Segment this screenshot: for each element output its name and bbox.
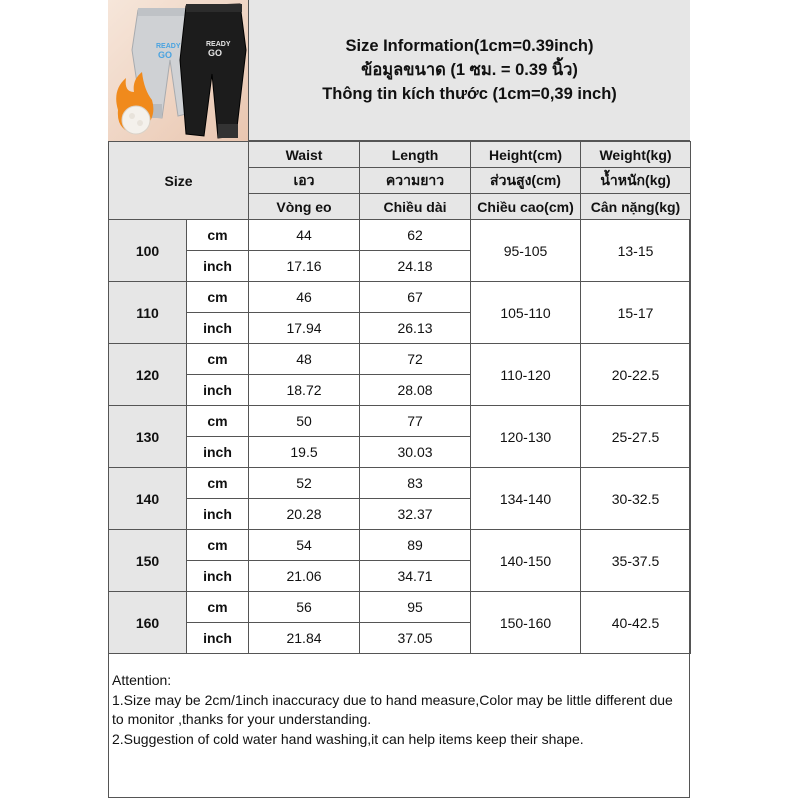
- attention-line-1: 1.Size may be 2cm/1inch inaccuracy due to hand measure,Color may be little different due to monitor ,thanks for your understanding.: [112, 691, 673, 727]
- waist-inch: 17.16: [249, 251, 360, 282]
- weight-range: 35-37.5: [581, 530, 691, 592]
- unit-inch: inch: [187, 561, 249, 592]
- height-range: 105-110: [471, 282, 581, 344]
- length-inch: 30.03: [360, 437, 471, 468]
- header-length-vi: Chiều dài: [360, 194, 471, 220]
- height-range: 110-120: [471, 344, 581, 406]
- table-row: [109, 530, 691, 561]
- size-column-header: Size: [109, 142, 249, 220]
- unit-cm: cm: [187, 282, 249, 313]
- waist-inch: 18.72: [249, 375, 360, 406]
- grey-pants-print-2: GO: [158, 50, 173, 60]
- size-label: 110: [109, 282, 187, 344]
- size-info-header: [248, 0, 690, 141]
- length-inch: 26.13: [360, 313, 471, 344]
- waist-cm: 46: [249, 282, 360, 313]
- height-range: 140-150: [471, 530, 581, 592]
- length-cm: 62: [360, 220, 471, 251]
- title-english: Size Information(1cm=0.39inch): [345, 37, 594, 55]
- unit-inch: inch: [187, 437, 249, 468]
- header-height-en: Height(cm): [471, 142, 581, 168]
- attention-line-2: 2.Suggestion of cold water hand washing,it can help items keep their shape.: [112, 730, 584, 747]
- waist-cm: 54: [249, 530, 360, 561]
- black-pants-print-1: READY: [206, 41, 231, 48]
- weight-range: 40-42.5: [581, 592, 691, 654]
- unit-cm: cm: [187, 530, 249, 561]
- waist-cm: 52: [249, 468, 360, 499]
- length-inch: 34.71: [360, 561, 471, 592]
- length-cm: 83: [360, 468, 471, 499]
- header-length-en: Length: [360, 142, 471, 168]
- header-waist-th: เอว: [249, 168, 360, 194]
- length-cm: 89: [360, 530, 471, 561]
- length-inch: 37.05: [360, 623, 471, 654]
- unit-cm: cm: [187, 468, 249, 499]
- black-pants-print-2: GO: [208, 48, 223, 58]
- length-cm: 77: [360, 406, 471, 437]
- length-cm: 95: [360, 592, 471, 623]
- table-row: [109, 468, 691, 499]
- unit-inch: inch: [187, 375, 249, 406]
- unit-inch: inch: [187, 251, 249, 282]
- length-inch: 32.37: [360, 499, 471, 530]
- header-waist-en: Waist: [249, 142, 360, 168]
- attention-heading: Attention:: [112, 672, 172, 688]
- unit-cm: cm: [187, 592, 249, 623]
- waist-inch: 20.28: [249, 499, 360, 530]
- header-waist-vi: Vòng eo: [249, 194, 360, 220]
- size-table: [108, 141, 691, 654]
- size-label: 140: [109, 468, 187, 530]
- size-label: 130: [109, 406, 187, 468]
- product-photo: [108, 0, 248, 141]
- waist-cm: 56: [249, 592, 360, 623]
- height-range: 134-140: [471, 468, 581, 530]
- header-weight-th: น้ำหนัก(kg): [581, 168, 691, 194]
- size-label: 100: [109, 220, 187, 282]
- unit-inch: inch: [187, 499, 249, 530]
- size-label: 150: [109, 530, 187, 592]
- header-height-th: ส่วนสูง(cm): [471, 168, 581, 194]
- size-label: 160: [109, 592, 187, 654]
- waist-inch: 21.06: [249, 561, 360, 592]
- header-row-en: [109, 142, 691, 168]
- height-range: 95-105: [471, 220, 581, 282]
- weight-range: 25-27.5: [581, 406, 691, 468]
- title-thai: ข้อมูลขนาด (1 ซม. = 0.39 นิ้ว): [361, 61, 578, 79]
- length-inch: 28.08: [360, 375, 471, 406]
- weight-range: 30-32.5: [581, 468, 691, 530]
- weight-range: 15-17: [581, 282, 691, 344]
- height-range: 150-160: [471, 592, 581, 654]
- length-inch: 24.18: [360, 251, 471, 282]
- unit-cm: cm: [187, 406, 249, 437]
- waist-cm: 50: [249, 406, 360, 437]
- attention-notes: [108, 668, 690, 798]
- weight-range: 13-15: [581, 220, 691, 282]
- table-row: [109, 344, 691, 375]
- table-row: [109, 592, 691, 623]
- waist-inch: 17.94: [249, 313, 360, 344]
- table-row: [109, 406, 691, 437]
- waist-cm: 48: [249, 344, 360, 375]
- header-height-vi: Chiều cao(cm): [471, 194, 581, 220]
- title-vietnamese: Thông tin kích thước (1cm=0,39 inch): [322, 85, 617, 103]
- length-cm: 67: [360, 282, 471, 313]
- unit-inch: inch: [187, 623, 249, 654]
- weight-range: 20-22.5: [581, 344, 691, 406]
- length-cm: 72: [360, 344, 471, 375]
- pants-illustration: [108, 0, 248, 141]
- height-range: 120-130: [471, 406, 581, 468]
- grey-pants-print-1: READY: [156, 43, 181, 50]
- waist-inch: 19.5: [249, 437, 360, 468]
- unit-inch: inch: [187, 313, 249, 344]
- header-weight-vi: Cân nặng(kg): [581, 194, 691, 220]
- unit-cm: cm: [187, 220, 249, 251]
- header-weight-en: Weight(kg): [581, 142, 691, 168]
- unit-cm: cm: [187, 344, 249, 375]
- header-length-th: ความยาว: [360, 168, 471, 194]
- table-row: [109, 220, 691, 251]
- size-label: 120: [109, 344, 187, 406]
- waist-cm: 44: [249, 220, 360, 251]
- table-row: [109, 282, 691, 313]
- waist-inch: 21.84: [249, 623, 360, 654]
